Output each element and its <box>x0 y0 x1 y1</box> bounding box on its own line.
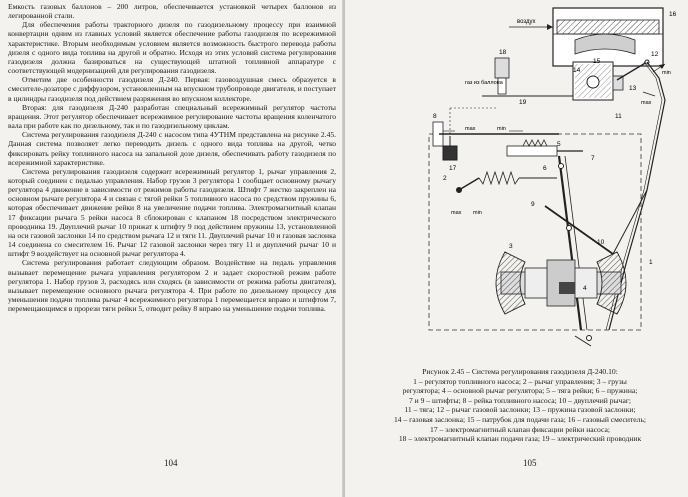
callout-18: 18 <box>499 49 507 56</box>
technical-diagram <box>347 0 687 366</box>
gas-mixer-16 <box>553 8 663 66</box>
paragraph: Система регулирования газодизеля Д-240 с насосом типа 4УТНМ представлена на рисунке 2.45. Данная система позволяет легко переводить дизель с одного вида топлива на другой, четко фиксировать рейку топливного насоса на запальной дозе дизеля, обеспечивать работу газодизеля по всережимной характеристике. <box>8 130 336 167</box>
callout-19: 19 <box>519 99 527 106</box>
callout-10: 10 <box>597 239 605 246</box>
left-page <box>0 0 343 497</box>
callout-8: 8 <box>433 113 437 120</box>
right-page <box>345 0 688 497</box>
callout-12: 12 <box>651 51 659 58</box>
max-label: max <box>465 126 476 132</box>
caption-line: 18 – электромагнитный клапан подачи газа; 19 – электрический проводник <box>398 434 642 444</box>
caption-line: 1 – регулятор топливного насоса; 2 – рычаг управления; 3 – грузы <box>413 376 627 386</box>
gas-throttle-14 <box>573 62 623 100</box>
governor-weights-3 <box>496 252 626 346</box>
callout-2: 2 <box>443 175 447 182</box>
paragraph: Система регулирования работает следующим образом. Воздействие на педаль управления вызывает перемещение рычага управления регулятором 2 и задает скоростной режим работе регулятора 1. Набор грузов 3, расходясь или сходясь (в зависимости от режима работы двигателя), вызывает перемещение основного рычага регулятора 4. При работе по дизельному процессу для уменьшения подачи топлива рычаг 4 всережимного регулятора 1 перемещается вправо и штифтом 7, перемещающимся в прорези тяги рейки 5, отводит рейку 8 вправо на уменьшение подачи топлива. <box>8 258 336 314</box>
callout-7: 7 <box>591 155 595 162</box>
min-label: min <box>662 70 671 76</box>
paragraph: Отметим две особенности газодизеля Д-240. Первая: газовоздушная смесь образуется в смесителе-дозаторе с диффузором, установленным на впускном трубопроводе двигателя, и поступает в цилиндры газодизеля под действием разряжения во впускном коллекторе. <box>8 75 336 103</box>
callout-9: 9 <box>531 201 535 208</box>
paragraph: Вторая: для газодизеля Д-240 разработан специальный всережимный регулятор частоты вращения. Этот регулятор обеспечивает всережимное регулирование частоты вращения коленчатого вала при работе как по дизельному, так и по газодизельному циклам. <box>8 102 336 131</box>
max-label: max <box>451 210 462 216</box>
callout-16: 16 <box>669 11 677 18</box>
air-label: воздух <box>517 19 536 25</box>
callout-6: 6 <box>543 165 547 172</box>
callout-4: 4 <box>583 285 587 292</box>
figure-regulation-system-diagram <box>347 0 687 366</box>
paragraph: Для обеспечения работы тракторного дизеля по газодизельному процессу при взаимной конвертации одним из главных условий является обеспечение работы газодизеля по всережимной характеристике. Вторым необходимым условием является возможность быстрого перевода работы дизеля с одного вида топлива на другой и обратно. Исходя из этих условий система регулирования газодизеля должна базироваться на существующей штатной топливной аппаратуре с соответствующей модернизацией для регулирования газодизеля. <box>8 20 336 76</box>
caption-title: Рисунок 2.45 – Система регулирования газодизеля Д-240.10: <box>422 367 618 376</box>
max-label: max <box>641 100 652 106</box>
callout-15: 15 <box>593 58 601 65</box>
fuel-rack-8 <box>433 122 559 146</box>
gas-from-cylinder-label: газ из баллона <box>465 80 503 86</box>
callout-17: 17 <box>449 165 457 172</box>
callout-11: 11 <box>615 113 622 120</box>
callout-13: 13 <box>629 85 637 92</box>
caption-line: регулятора; 4 – основной рычаг регулятора; 5 – тяга рейки; 6 – пружина; <box>402 386 638 396</box>
air-inlet <box>509 19 553 30</box>
paragraph: Емкость газовых баллонов – 200 литров, обеспечивается установкой четырех баллонов из легированной стали. <box>8 2 336 21</box>
callout-3: 3 <box>509 243 513 250</box>
paragraph: Система регулирования газодизеля содержит всережимный регулятор 1, рычаг управления 2, который соединен с педалью управления. Набор грузов 3 регулятора 1 сообщает основному рычагу регулятора 4 движение в зависимости от режимов работы газодизеля. Штифт 7 жестко закреплен на основном рычаге регулятора 4 и связан с тягой рейки 5 топливного насоса по средством пружины 6, которая обеспечивает движение рейки 8 на увеличение подачи топлива. Электромагнитный клапан 17 фиксации рычага 5 рейки насоса 8 сблокирован с клапаном 18 посредством электрического проводника 19. Двуплечий рычаг 10 прижат к штифту 9 под действием пружины 13, установленной на оси газовой заслонки 14 по средством рычага 12 и тяги 11. Двуплечий рычаг 10 и газовая заслонка 14 соединена со смесителем 16. Рычаг 12 газовой заслонки через тягу 11 и двуплечий рычаг 10 и штифт 9 воздействует на основной рычаг регулятора 4. <box>8 166 336 259</box>
callout-5: 5 <box>557 141 561 148</box>
min-label: min <box>497 126 506 132</box>
rack-rod-5-spring-6 <box>507 140 583 156</box>
callout-14: 14 <box>573 67 581 74</box>
caption-line: 17 – электромагнитный клапан фиксации рейки насоса; <box>430 424 610 434</box>
caption-line: 7 и 9 – штифты; 8 – рейка топливного насоса; 10 – двуплечий рычаг; <box>408 395 632 405</box>
page-number: 105 <box>523 458 537 468</box>
callout-1: 1 <box>649 259 653 266</box>
page-number: 104 <box>164 458 178 468</box>
left-page-text <box>8 2 336 313</box>
figure-caption <box>355 367 685 444</box>
caption-line: 11 – тяга; 12 – рычаг газовой заслонки; 13 – пружина газовой заслонки; <box>404 405 636 415</box>
control-lever-2 <box>451 172 557 216</box>
caption-line: 14 – газовая заслонка; 15 – патрубок для подачи газа; 16 – газовый смеситель; <box>393 414 647 424</box>
min-label: min <box>473 210 482 216</box>
